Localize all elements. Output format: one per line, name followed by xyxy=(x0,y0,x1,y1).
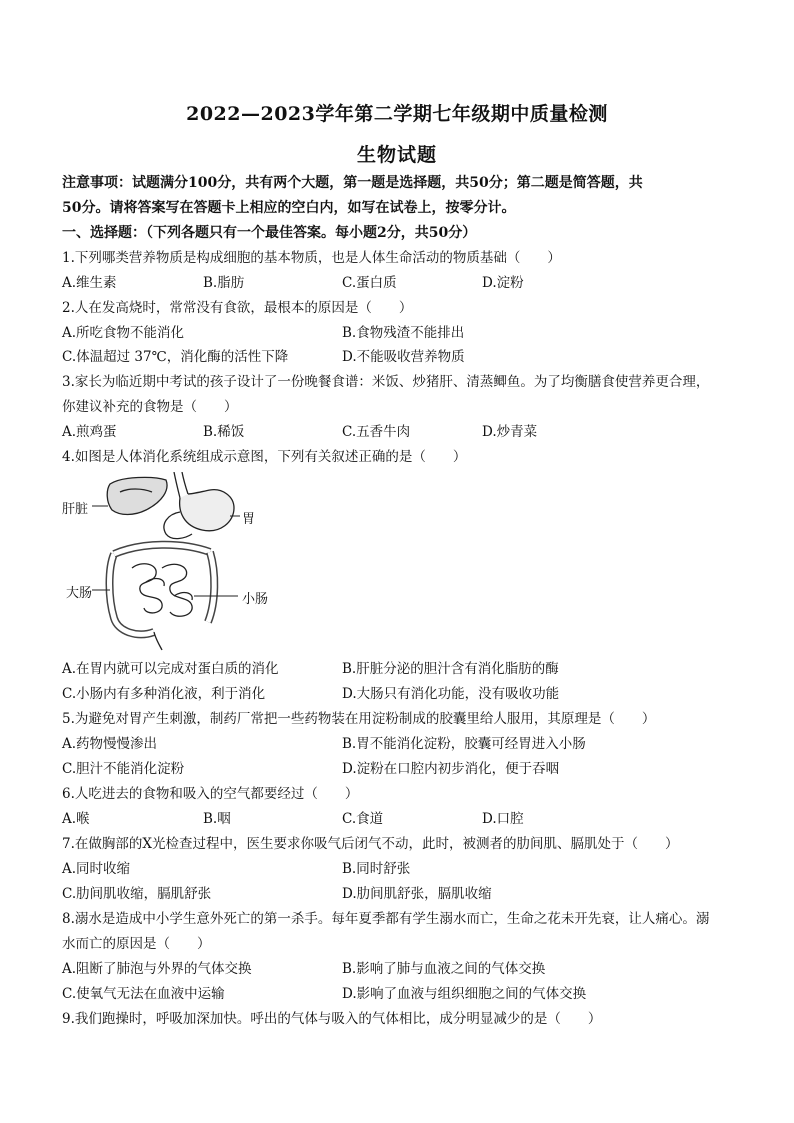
notice-line-2: 50分。请将答案写在答题卡上相应的空白内，如写在试卷上，按零分计。 xyxy=(62,200,516,216)
label-large-intestine: 大肠 xyxy=(66,586,93,601)
question-stem: 6.人吃进去的食物和吸入的空气都要经过（ ） xyxy=(62,786,359,802)
option-c: C.体温超过 37℃，消化酶的活性下降 xyxy=(62,349,289,365)
option-c: C.蛋白质 xyxy=(342,275,397,291)
question-stem: 4.如图是人体消化系统组成示意图，下列有关叙述正确的是（ ） xyxy=(62,449,467,465)
option-a: A.维生素 xyxy=(62,275,117,291)
option-d: D.淀粉在口腔内初步消化，便于吞咽 xyxy=(342,761,560,777)
question-stem: 3.家长为临近期中考试的孩子设计了一份晚餐食谱：米饭、炒猪肝、清蒸鲫鱼。为了均衡膳食使营养更合理， xyxy=(62,374,710,390)
question-stem: 1.下列哪类营养物质是构成细胞的基本物质，也是人体生命活动的物质基础（ ） xyxy=(62,250,561,266)
digestive-system-diagram xyxy=(62,472,292,652)
option-d: D.大肠只有消化功能，没有吸收功能 xyxy=(342,686,560,702)
question-stem: 2.人在发高烧时，常常没有食欲，最根本的原因是（ ） xyxy=(62,300,413,316)
label-liver: 肝脏 xyxy=(62,502,89,517)
option-c: C.五香牛肉 xyxy=(342,424,411,440)
question-stem: 8.溺水是造成中小学生意外死亡的第一杀手。每年夏季都有学生溺水而亡，生命之花未开先衰，让人痛心。溺 xyxy=(62,911,710,927)
question-stem-continued: 水而亡的原因是（ ） xyxy=(62,936,211,952)
section-heading: 一、选择题：（下列各题只有一个最佳答案。每小题2分，共50分） xyxy=(62,225,477,241)
notice-line-1: 注意事项：试题满分100分，共有两个大题，第一题是选择题，共50分；第二题是简答题，共 xyxy=(62,175,643,191)
option-c: C.食道 xyxy=(342,811,384,827)
option-d: D.炒青菜 xyxy=(482,424,538,440)
option-b: B.脂肪 xyxy=(203,275,245,291)
option-a: A.药物慢慢渗出 xyxy=(62,736,158,752)
option-a: A.所吃食物不能消化 xyxy=(62,325,185,341)
option-c: C.使氧气无法在血液中运输 xyxy=(62,986,225,1002)
label-small-intestine: 小肠 xyxy=(242,592,269,607)
question-stem-continued: 你建议补充的食物是（ ） xyxy=(62,399,238,415)
option-b: B.肝脏分泌的胆汁含有消化脂肪的酶 xyxy=(342,661,559,677)
option-b: B.同时舒张 xyxy=(342,861,411,877)
option-a: A.同时收缩 xyxy=(62,861,131,877)
option-a: A.阻断了肺泡与外界的气体交换 xyxy=(62,961,252,977)
label-stomach: 胃 xyxy=(242,512,256,527)
question-stem: 7.在做胸部的X光检查过程中，医生要求你吸气后闭气不动，此时，被测者的肋间肌、膈肌处于（ ） xyxy=(62,836,679,852)
option-a: A.煎鸡蛋 xyxy=(62,424,117,440)
exam-subtitle: 生物试题 xyxy=(356,144,437,166)
option-c: C.小肠内有多种消化液，利于消化 xyxy=(62,686,266,702)
question-stem: 9.我们跑操时，呼吸加深加快。呼出的气体与吸入的气体相比，成分明显减少的是（ ） xyxy=(62,1011,602,1027)
option-d: D.不能吸收营养物质 xyxy=(342,349,465,365)
digestive-system-illustration xyxy=(62,472,292,652)
option-d: D.口腔 xyxy=(482,811,524,827)
option-a: A.在胃内就可以完成对蛋白质的消化 xyxy=(62,661,279,677)
option-d: D.影响了血液与组织细胞之间的气体交换 xyxy=(342,986,587,1002)
option-c: C.胆汁不能消化淀粉 xyxy=(62,761,185,777)
option-b: B.胃不能消化淀粉，胶囊可经胃进入小肠 xyxy=(342,736,586,752)
option-b: B.稀饭 xyxy=(203,424,245,440)
option-b: B.食物残渣不能排出 xyxy=(342,325,465,341)
option-d: D.淀粉 xyxy=(482,275,524,291)
exam-title: 2022—2023学年第二学期七年级期中质量检测 xyxy=(186,103,608,125)
option-a: A.喉 xyxy=(62,811,90,827)
option-d: D.肋间肌舒张，膈肌收缩 xyxy=(342,886,492,902)
option-b: B.影响了肺与血液之间的气体交换 xyxy=(342,961,546,977)
option-b: B.咽 xyxy=(203,811,231,827)
question-stem: 5.为避免对胃产生刺激，制药厂常把一些药物装在用淀粉制成的胶囊里给人服用，其原理是（ ） xyxy=(62,711,656,727)
option-c: C.肋间肌收缩，膈肌舒张 xyxy=(62,886,212,902)
